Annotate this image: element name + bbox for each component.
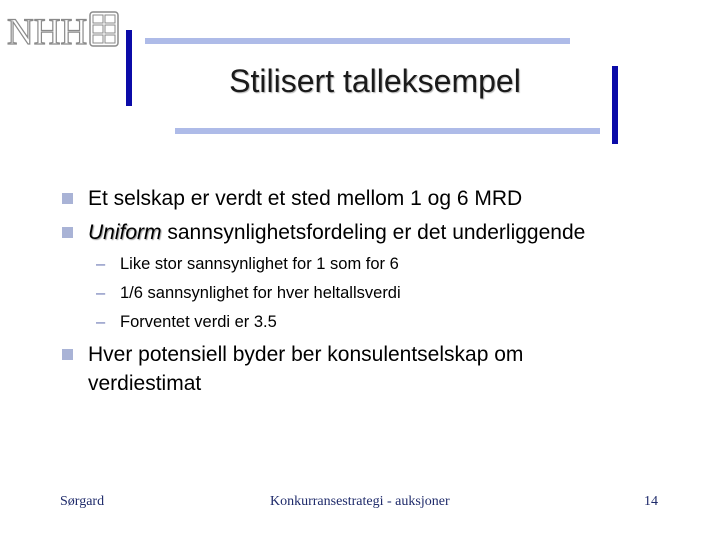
sub-bullet-item <box>96 313 696 335</box>
bullet-emphasis: Uniform <box>88 221 162 244</box>
sub-bullet-item <box>96 255 696 277</box>
bullet-text <box>88 219 585 247</box>
dash-bullet-icon: – <box>96 284 106 302</box>
dash-bullet-icon: – <box>96 313 106 331</box>
bullet-item <box>62 219 702 247</box>
sub-bullet-item <box>96 284 696 306</box>
slide-title: Stilisert talleksempel <box>229 63 521 99</box>
nhh-logo <box>6 8 122 52</box>
sub-bullet-text: 1/6 sannsynlighet for hver heltallsverdi <box>120 284 401 302</box>
bullet-item <box>62 185 702 213</box>
bullet-item <box>62 341 702 399</box>
bullet-text-continued: verdiestimat <box>88 372 202 395</box>
bullet-text: Et selskap er verdt et sted mellom 1 og 6 MRD <box>88 187 523 210</box>
title-bottom-rule <box>175 128 600 134</box>
bullet-text: Hver potensiell byder ber konsulentselskap om <box>88 343 524 366</box>
sub-bullet-text: Forventet verdi er 3.5 <box>120 313 277 331</box>
sub-bullet-text: Like stor sannsynlighet for 1 som for 6 <box>120 255 399 273</box>
dash-bullet-icon: – <box>96 255 106 273</box>
square-bullet-icon <box>62 193 73 204</box>
title-top-rule <box>145 38 570 44</box>
logo-text: NHH <box>7 12 88 52</box>
square-bullet-icon <box>62 227 73 238</box>
title-left-vertical-bar <box>126 30 132 106</box>
title-right-vertical-bar <box>612 66 618 144</box>
square-bullet-icon <box>62 349 73 360</box>
bullet-text-rest: sannsynlighetsfordeling er det underliggende <box>161 221 586 244</box>
footer-author: Sørgard <box>60 494 105 509</box>
footer-course-title: Konkurransestrategi - auksjoner <box>270 494 450 509</box>
nhh-logo-graphic <box>6 8 122 52</box>
slide-number: 14 <box>644 494 658 509</box>
